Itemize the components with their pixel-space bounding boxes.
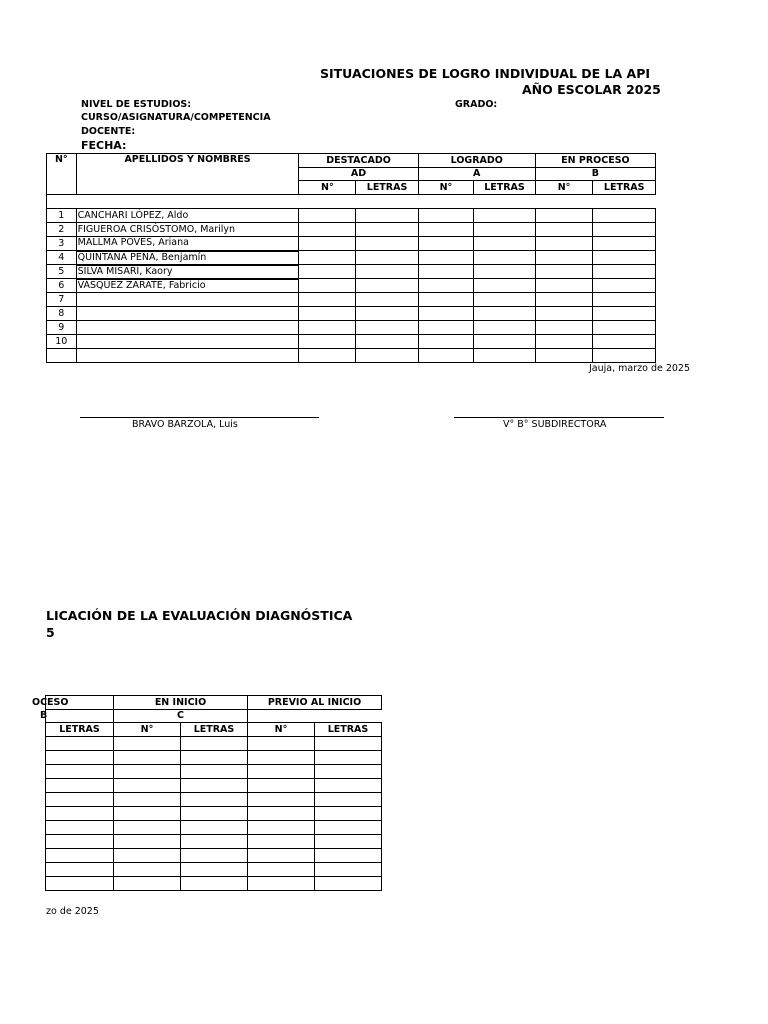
signature-line-left bbox=[80, 417, 319, 418]
header-letras: LETRAS bbox=[593, 181, 656, 195]
grade-cell[interactable] bbox=[299, 349, 356, 363]
header-n: N° bbox=[418, 181, 474, 195]
grade-cell[interactable] bbox=[474, 237, 536, 251]
grade-cell[interactable] bbox=[181, 779, 248, 793]
signature-right: V° B° SUBDIRECTORA bbox=[503, 419, 607, 430]
row-num: 7 bbox=[47, 293, 77, 307]
grado-label: GRADO: bbox=[455, 99, 498, 110]
grade-cell[interactable] bbox=[181, 765, 248, 779]
grade-cell[interactable] bbox=[46, 793, 114, 807]
table-row bbox=[47, 307, 656, 321]
table-row bbox=[47, 279, 656, 293]
grade-cell[interactable] bbox=[535, 237, 593, 251]
achievement-table-continued bbox=[32, 695, 382, 891]
student-name[interactable] bbox=[76, 293, 299, 307]
grade-cell[interactable] bbox=[474, 349, 536, 363]
grade-cell[interactable] bbox=[315, 751, 382, 765]
grade-cell[interactable] bbox=[248, 765, 315, 779]
grade-cell[interactable] bbox=[299, 321, 356, 335]
student-name[interactable] bbox=[76, 307, 299, 321]
grade-cell[interactable] bbox=[418, 223, 474, 237]
grade-cell[interactable] bbox=[593, 223, 656, 237]
grade-cell[interactable] bbox=[248, 877, 315, 891]
grade-cell[interactable] bbox=[474, 293, 536, 307]
grade-cell[interactable] bbox=[418, 293, 474, 307]
grade-cell[interactable] bbox=[474, 307, 536, 321]
grade-cell[interactable] bbox=[46, 877, 114, 891]
student-name: VÁSQUEZ ZARATE, Fabricio bbox=[76, 279, 299, 293]
table-row bbox=[46, 821, 382, 835]
student-name: CANCHARI LÓPEZ, Aldo bbox=[76, 209, 299, 223]
docente-label: DOCENTE: bbox=[81, 126, 136, 137]
student-name[interactable] bbox=[76, 335, 299, 349]
row-num: 2 bbox=[47, 223, 77, 237]
header-b: B bbox=[535, 168, 655, 181]
row-num: 10 bbox=[47, 335, 77, 349]
report-year: AÑO ESCOLAR 2025 bbox=[522, 82, 661, 97]
grade-cell[interactable] bbox=[315, 765, 382, 779]
grade-cell[interactable] bbox=[593, 265, 656, 279]
grade-cell[interactable] bbox=[315, 835, 382, 849]
table-row bbox=[46, 779, 382, 793]
grade-cell[interactable] bbox=[418, 321, 474, 335]
grade-cell[interactable] bbox=[181, 751, 248, 765]
grade-cell[interactable] bbox=[46, 751, 114, 765]
table-row bbox=[47, 293, 656, 307]
header-letras: LETRAS bbox=[46, 723, 114, 737]
place-date: Jauja, marzo de 2025 bbox=[589, 363, 691, 374]
page-1-viewport bbox=[0, 0, 691, 440]
header-apellidos: APELLIDOS Y NOMBRES bbox=[76, 154, 299, 195]
grade-cell[interactable] bbox=[315, 779, 382, 793]
grade-cell[interactable] bbox=[46, 821, 114, 835]
header-empty bbox=[248, 710, 382, 723]
header-ad: AD bbox=[299, 168, 418, 181]
grade-cell[interactable] bbox=[535, 209, 593, 223]
grade-cell[interactable] bbox=[114, 765, 181, 779]
grade-cell[interactable] bbox=[114, 793, 181, 807]
empty-cell bbox=[76, 349, 299, 363]
grade-cell[interactable] bbox=[356, 265, 418, 279]
grade-cell[interactable] bbox=[315, 821, 382, 835]
table-row bbox=[46, 849, 382, 863]
report-year-continued: 5 bbox=[46, 625, 55, 640]
row-num: 8 bbox=[47, 307, 77, 321]
grade-cell[interactable] bbox=[418, 335, 474, 349]
grade-cell[interactable] bbox=[593, 237, 656, 251]
grade-cell[interactable] bbox=[356, 349, 418, 363]
grade-cell[interactable] bbox=[248, 751, 315, 765]
grade-cell[interactable] bbox=[181, 737, 248, 751]
grade-cell[interactable] bbox=[46, 737, 114, 751]
row-num: 3 bbox=[47, 237, 77, 251]
header-letras: LETRAS bbox=[356, 181, 418, 195]
grade-cell[interactable] bbox=[248, 835, 315, 849]
grade-cell[interactable] bbox=[356, 237, 418, 251]
grade-cell[interactable] bbox=[474, 223, 536, 237]
header-c: C bbox=[114, 710, 248, 723]
grade-cell[interactable] bbox=[418, 237, 474, 251]
grade-cell[interactable] bbox=[535, 265, 593, 279]
grade-cell[interactable] bbox=[315, 737, 382, 751]
grade-cell[interactable] bbox=[248, 807, 315, 821]
grade-cell[interactable] bbox=[299, 293, 356, 307]
header-destacado: DESTACADO bbox=[299, 154, 418, 168]
grade-cell[interactable] bbox=[181, 863, 248, 877]
student-name[interactable] bbox=[76, 321, 299, 335]
table-row bbox=[47, 237, 656, 251]
table-row bbox=[47, 349, 656, 363]
table-row bbox=[46, 877, 382, 891]
header-en-inicio: EN INICIO bbox=[114, 696, 248, 710]
grade-cell[interactable] bbox=[356, 223, 418, 237]
grade-cell[interactable] bbox=[46, 779, 114, 793]
table-row bbox=[47, 223, 656, 237]
grade-cell[interactable] bbox=[315, 793, 382, 807]
grade-cell[interactable] bbox=[593, 293, 656, 307]
header-letras: LETRAS bbox=[181, 723, 248, 737]
grade-cell[interactable] bbox=[299, 209, 356, 223]
header-previo-al-inicio: PREVIO AL INICIO bbox=[248, 696, 382, 710]
student-name: QUINTANA PEÑA, Benjamín bbox=[76, 251, 299, 265]
row-num: 5 bbox=[47, 265, 77, 279]
grade-cell[interactable] bbox=[356, 279, 418, 293]
grade-cell[interactable] bbox=[248, 793, 315, 807]
grade-cell[interactable] bbox=[535, 223, 593, 237]
signature-left: BRAVO BARZOLA, Luis bbox=[132, 419, 238, 430]
grade-cell[interactable] bbox=[418, 279, 474, 293]
header-n: N° bbox=[248, 723, 315, 737]
grade-cell[interactable] bbox=[418, 265, 474, 279]
grade-cell[interactable] bbox=[46, 835, 114, 849]
fecha-label: FECHA: bbox=[81, 139, 127, 152]
grade-cell[interactable] bbox=[114, 807, 181, 821]
grade-cell[interactable] bbox=[535, 307, 593, 321]
grade-cell[interactable] bbox=[299, 279, 356, 293]
header-n: N° bbox=[535, 181, 593, 195]
grade-cell[interactable] bbox=[46, 849, 114, 863]
table-row bbox=[46, 765, 382, 779]
student-name: FIGUEROA CRISÓSTOMO, Marilyn bbox=[76, 223, 299, 237]
grade-cell[interactable] bbox=[593, 349, 656, 363]
grade-cell[interactable] bbox=[114, 835, 181, 849]
grade-cell[interactable] bbox=[46, 807, 114, 821]
grade-cell[interactable] bbox=[315, 807, 382, 821]
grade-cell[interactable] bbox=[356, 321, 418, 335]
table-row bbox=[47, 209, 656, 223]
grade-cell[interactable] bbox=[356, 209, 418, 223]
grade-cell[interactable] bbox=[593, 251, 656, 265]
table-row bbox=[47, 321, 656, 335]
table-row bbox=[46, 737, 382, 751]
grade-cell[interactable] bbox=[248, 779, 315, 793]
grade-cell[interactable] bbox=[535, 251, 593, 265]
page-2-table-viewport bbox=[32, 695, 386, 895]
header-a: A bbox=[418, 168, 535, 181]
table-row bbox=[46, 835, 382, 849]
grade-cell[interactable] bbox=[299, 251, 356, 265]
grade-cell[interactable] bbox=[46, 863, 114, 877]
grade-cell[interactable] bbox=[535, 321, 593, 335]
grade-cell[interactable] bbox=[181, 877, 248, 891]
grade-cell[interactable] bbox=[315, 849, 382, 863]
grade-cell[interactable] bbox=[315, 877, 382, 891]
grade-cell[interactable] bbox=[114, 751, 181, 765]
row-num: 1 bbox=[47, 209, 77, 223]
student-name: MALLMA POVES, Ariana bbox=[76, 237, 299, 251]
row-num: 4 bbox=[47, 251, 77, 265]
grade-cell[interactable] bbox=[181, 821, 248, 835]
signature-line-right bbox=[454, 417, 664, 418]
header-en-proceso: EN PROCESO bbox=[535, 154, 655, 168]
grade-cell[interactable] bbox=[299, 307, 356, 321]
header-logrado: LOGRADO bbox=[418, 154, 535, 168]
student-rows bbox=[47, 209, 656, 363]
nivel-label: NIVEL DE ESTUDIOS: bbox=[81, 99, 192, 110]
grade-cell[interactable] bbox=[299, 223, 356, 237]
grade-cell[interactable] bbox=[248, 821, 315, 835]
grade-cell[interactable] bbox=[114, 863, 181, 877]
empty-cell bbox=[47, 349, 77, 363]
grade-cell[interactable] bbox=[356, 293, 418, 307]
grade-cell[interactable] bbox=[181, 807, 248, 821]
table-row bbox=[47, 251, 656, 265]
grade-cell[interactable] bbox=[315, 863, 382, 877]
table-row bbox=[46, 807, 382, 821]
curso-label: CURSO/ASIGNATURA/COMPETENCIA bbox=[81, 112, 271, 123]
grade-cell[interactable] bbox=[181, 849, 248, 863]
table-row bbox=[46, 751, 382, 765]
grade-cell[interactable] bbox=[593, 279, 656, 293]
grade-cell[interactable] bbox=[474, 265, 536, 279]
grade-cell[interactable] bbox=[356, 307, 418, 321]
grade-cell[interactable] bbox=[535, 335, 593, 349]
header-letras: LETRAS bbox=[474, 181, 536, 195]
grade-cell[interactable] bbox=[299, 265, 356, 279]
grade-cell[interactable] bbox=[535, 279, 593, 293]
grade-cell[interactable] bbox=[114, 779, 181, 793]
student-name: SILVA MISARI, Kaory bbox=[76, 265, 299, 279]
grade-cell[interactable] bbox=[474, 279, 536, 293]
grade-cell[interactable] bbox=[248, 849, 315, 863]
table-row bbox=[46, 863, 382, 877]
grade-cell[interactable] bbox=[299, 237, 356, 251]
grade-cell[interactable] bbox=[181, 793, 248, 807]
grade-cell[interactable] bbox=[248, 863, 315, 877]
grade-cell[interactable] bbox=[299, 335, 356, 349]
grade-cell[interactable] bbox=[356, 251, 418, 265]
report-title: SITUACIONES DE LOGRO INDIVIDUAL DE LA API bbox=[320, 66, 651, 81]
grade-cell[interactable] bbox=[593, 335, 656, 349]
grade-cell[interactable] bbox=[474, 321, 536, 335]
grade-cell[interactable] bbox=[114, 877, 181, 891]
grade-cell[interactable] bbox=[114, 737, 181, 751]
date-continued: zo de 2025 bbox=[46, 906, 99, 917]
report-title-continued: LICACIÓN DE LA EVALUACIÓN DIAGNÓSTICA bbox=[46, 608, 353, 623]
grade-cell[interactable] bbox=[248, 737, 315, 751]
grade-cell[interactable] bbox=[418, 251, 474, 265]
header-num: N° bbox=[47, 154, 77, 195]
table-row bbox=[46, 793, 382, 807]
grade-cell[interactable] bbox=[46, 765, 114, 779]
grade-cell[interactable] bbox=[114, 849, 181, 863]
table-row bbox=[47, 265, 656, 279]
grade-cell[interactable] bbox=[535, 293, 593, 307]
grade-cell[interactable] bbox=[474, 251, 536, 265]
header-n: N° bbox=[299, 181, 356, 195]
grade-cell[interactable] bbox=[474, 209, 536, 223]
row-num: 6 bbox=[47, 279, 77, 293]
row-num: 9 bbox=[47, 321, 77, 335]
grade-cell[interactable] bbox=[356, 335, 418, 349]
grade-cell[interactable] bbox=[593, 321, 656, 335]
grade-cell[interactable] bbox=[418, 349, 474, 363]
grade-cell[interactable] bbox=[593, 307, 656, 321]
grade-cell[interactable] bbox=[535, 349, 593, 363]
header-n: N° bbox=[114, 723, 181, 737]
achievement-table bbox=[46, 153, 656, 363]
header-en-proceso-fragment: OCESO bbox=[46, 696, 114, 710]
grade-cell[interactable] bbox=[181, 835, 248, 849]
header-b-fragment: B bbox=[46, 710, 114, 723]
grade-cell[interactable] bbox=[418, 209, 474, 223]
table-row bbox=[47, 335, 656, 349]
header-letras: LETRAS bbox=[315, 723, 382, 737]
grade-cell[interactable] bbox=[593, 209, 656, 223]
spacer-row bbox=[47, 195, 656, 209]
grade-cell[interactable] bbox=[418, 307, 474, 321]
grade-cell[interactable] bbox=[114, 821, 181, 835]
grade-cell[interactable] bbox=[474, 335, 536, 349]
